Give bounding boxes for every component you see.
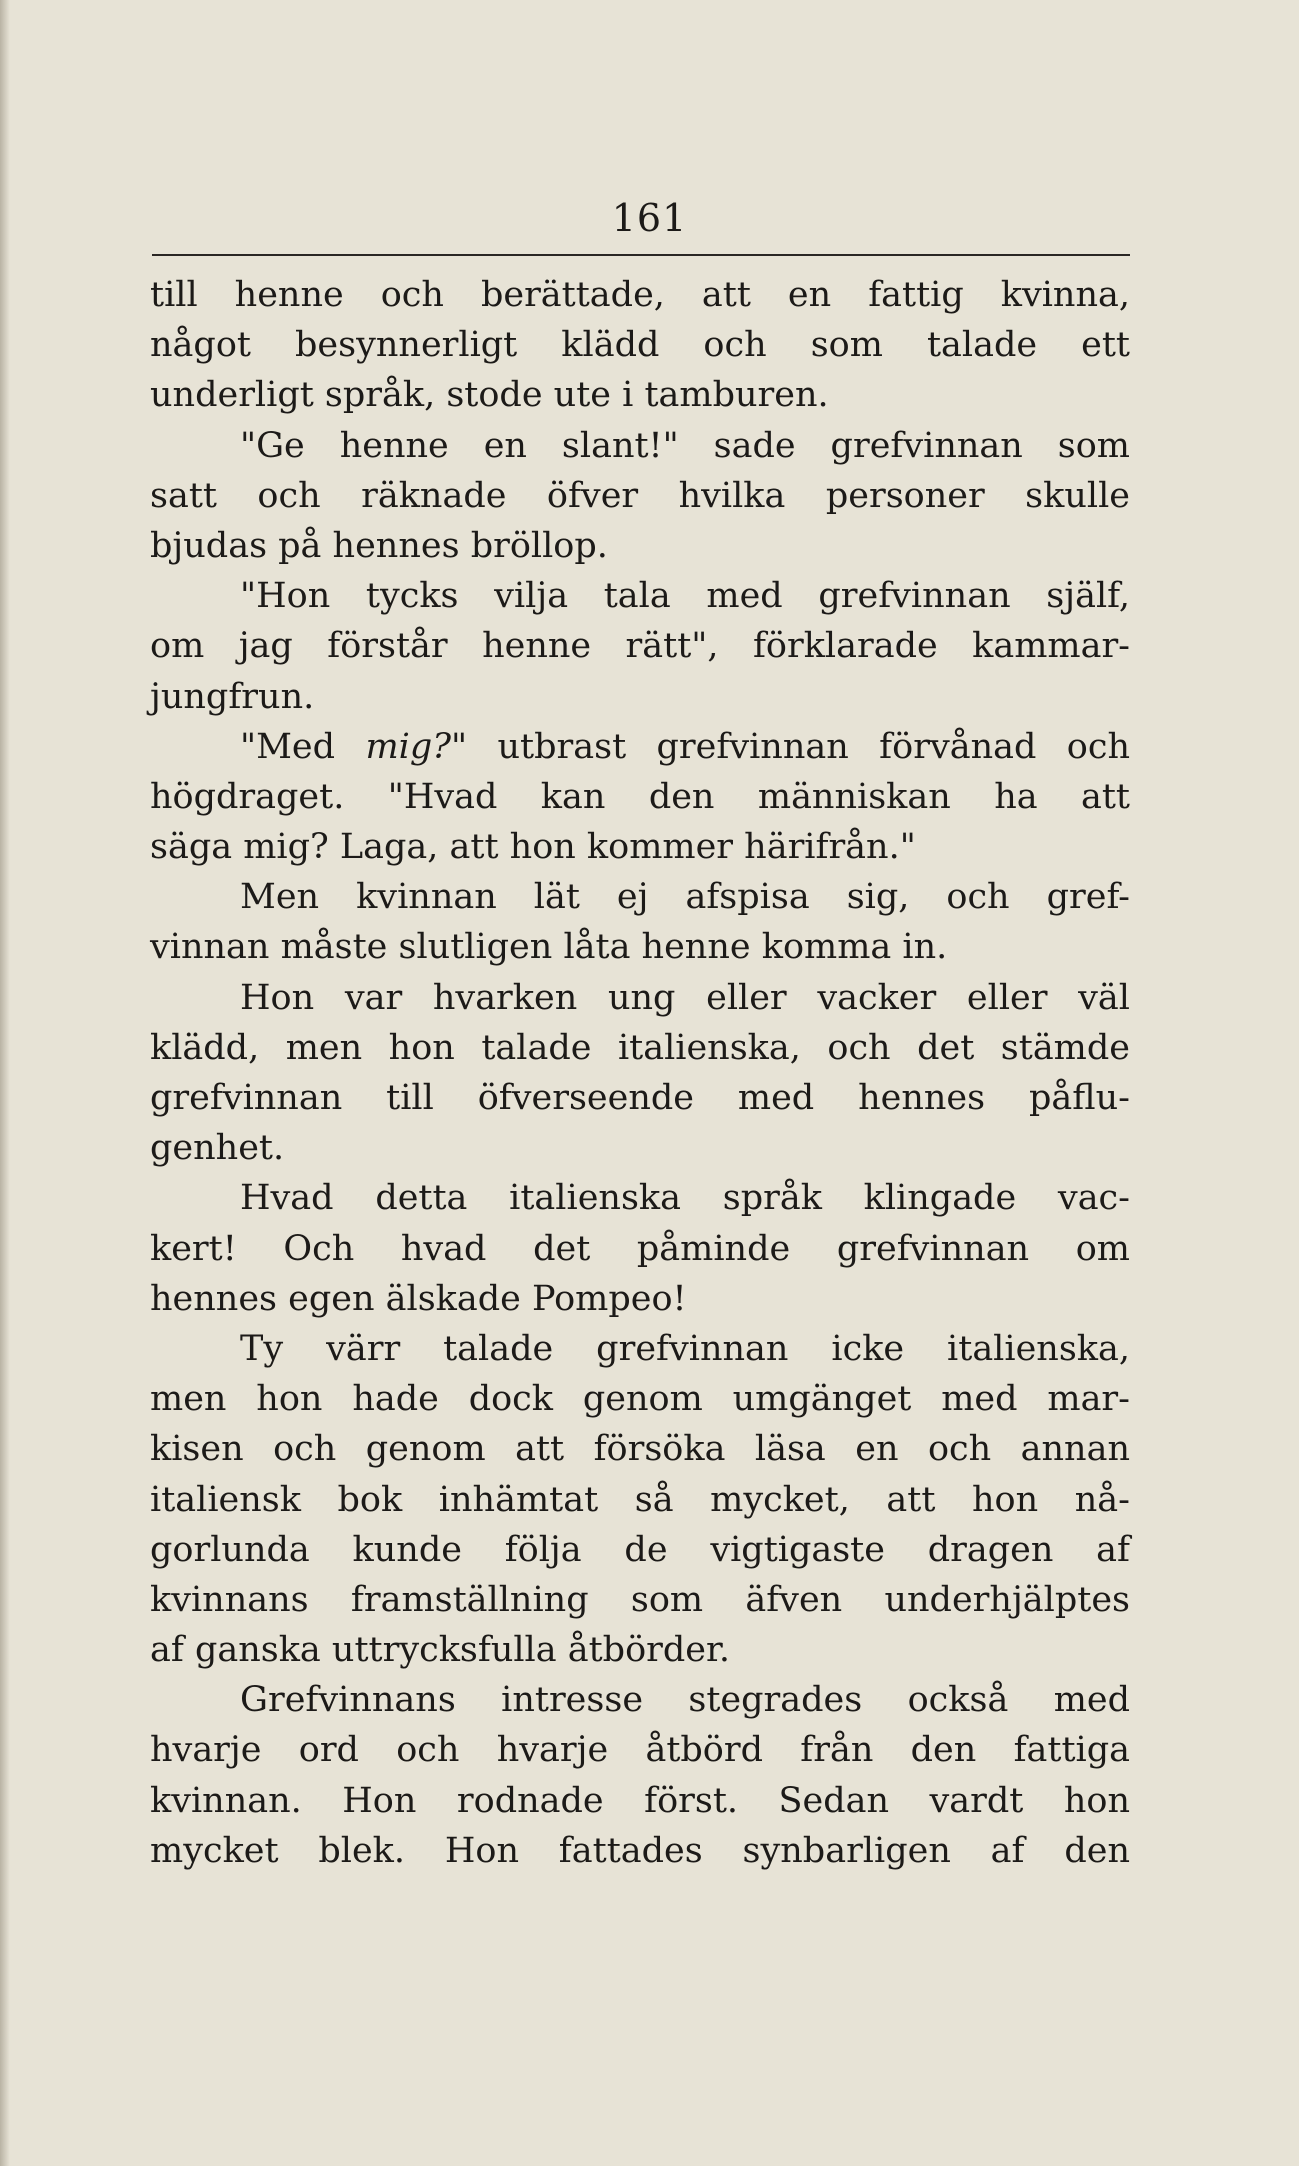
page-number: 161 <box>611 196 688 240</box>
text-line: grefvinnan till öfverseende med hennes påflu- <box>150 1078 1130 1118</box>
text-line: underligt språk, stode ute i tamburen. <box>150 375 829 416</box>
text-line: gorlunda kunde följa de vigtigaste dragen af <box>150 1529 1130 1570</box>
text-line: Hvad detta italienska språk klingade vac- <box>240 1178 1130 1219</box>
text-line: men hon hade dock genom umgänget med mar- <box>150 1379 1130 1420</box>
page-binding-edge <box>0 0 10 2166</box>
text-line: hennes egen älskade Pompeo! <box>150 1278 687 1319</box>
text-line: italiensk bok inhämtat så mycket, att hon nå- <box>150 1479 1130 1520</box>
emphasized-word: mig? <box>365 726 452 767</box>
body-text <box>150 270 1130 1876</box>
text-line: af ganska uttrycksfulla åtbörder. <box>150 1630 731 1671</box>
text-line: vinnan måste slutligen låta henne komma in. <box>150 927 948 968</box>
text-line: något besynnerligt klädd och som talade ett <box>150 325 1130 366</box>
text-line: "Med mig?" utbrast grefvinnan förvånad och <box>240 726 1130 767</box>
header-rule <box>152 254 1130 256</box>
text-line: kvinnans framställning som äfven underhjälptes <box>150 1579 1130 1620</box>
text-line: "Hon tycks vilja tala med grefvinnan själf, <box>240 576 1130 617</box>
text-line: om jag förstår henne rätt", förklarade kammar- <box>150 626 1130 667</box>
text-line: hvarje ord och hvarje åtbörd från den fattiga <box>150 1730 1130 1771</box>
text-line: säga mig? Laga, att hon kommer härifrån." <box>150 827 916 868</box>
text-line: kisen och genom att försöka läsa en och annan <box>150 1429 1130 1470</box>
text-line: kert! Och hvad det påminde grefvinnan om <box>150 1228 1130 1269</box>
text-line: mycket blek. Hon fattades synbarligen af den <box>150 1830 1130 1871</box>
text-line: bjudas på hennes bröllop. <box>150 525 608 566</box>
text-line: klädd, men hon talade italienska, och det stämde <box>150 1027 1130 1068</box>
text-line: Grefvinnans intresse stegrades också med <box>240 1680 1130 1721</box>
text-line: Men kvinnan lät ej afspisa sig, och gref- <box>240 877 1130 918</box>
text-line: Hon var hvarken ung eller vacker eller väl <box>240 977 1130 1018</box>
text-line: kvinnan. Hon rodnade först. Sedan vardt hon <box>150 1780 1130 1821</box>
text-line: jungfrun. <box>150 676 315 717</box>
text-line: "Ge henne en slant!" sade grefvinnan som <box>240 425 1130 466</box>
text-line: genhet. <box>150 1128 285 1169</box>
text-line: högdraget. "Hvad kan den människan ha att <box>150 776 1130 817</box>
text-line: satt och räknade öfver hvilka personer skulle <box>150 475 1130 516</box>
text-line: till henne och berättade, att en fattig kvinna, <box>150 275 1130 315</box>
text-line: Ty värr talade grefvinnan icke italienska, <box>240 1328 1130 1369</box>
